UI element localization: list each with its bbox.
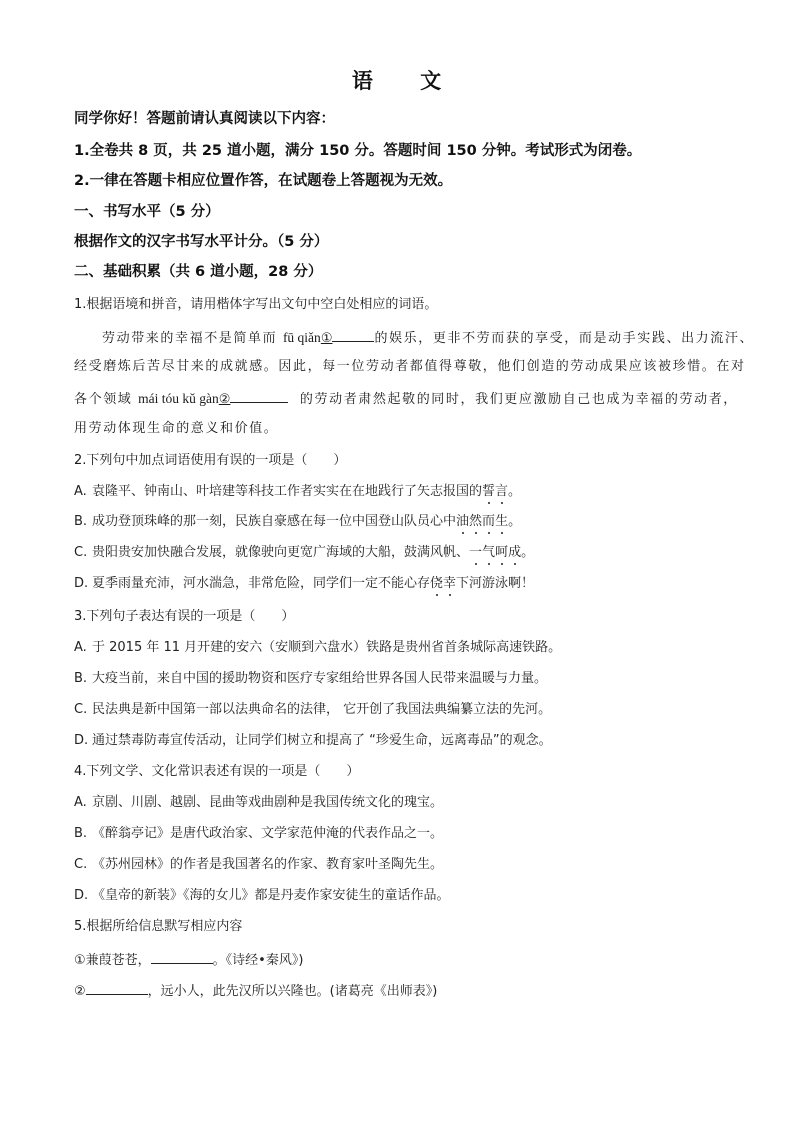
q1-line1-post: 的娱乐，更非不劳而获的享受，而是动手实践、出力流汗、 (374, 331, 755, 346)
q3-option-d[interactable] (74, 731, 552, 751)
dotted-word: 油然而生 (456, 514, 509, 529)
q1-line1-pre: 劳动带来的幸福不是简单而 (102, 331, 278, 346)
page-title: 语 文 (351, 69, 462, 93)
option-text: 《苏州园林》的作者是我国著名的作家、教育家叶圣陶先生。 (92, 857, 444, 872)
q1-answer-blank-2[interactable] (230, 388, 288, 403)
q5-answer-blank-1[interactable] (151, 949, 213, 964)
q3-option-a[interactable] (74, 638, 561, 658)
section-2-heading: 二、基础积累（共 6 道小题，28 分） (74, 264, 323, 280)
q5-answer-blank-2[interactable] (86, 980, 148, 995)
section-1-heading: 一、书写水平（5 分） (74, 204, 220, 220)
q5-item1-post: 。《诗经•秦风》) (212, 953, 304, 968)
q1-passage-line-4: 用劳动体现生命的意义和价值。 (74, 421, 279, 436)
q1-line3-post: 的劳动者肃然起敬的同时，我们更应激励自己也成为幸福的劳动者， (299, 392, 738, 407)
q4-stem: 4.下列文学、文化常识表述有误的一项是（ ） (74, 764, 360, 779)
q3-option-b[interactable] (74, 669, 547, 689)
option-text-end: 。 (508, 484, 522, 499)
option-letter: A. (74, 795, 87, 810)
option-letter: B. (74, 514, 88, 529)
option-letter: B. (74, 826, 88, 841)
q3-option-c[interactable] (74, 700, 551, 720)
option-text: 贵阳贵安加快融合发展，就像驶向更宽广海域的大船，鼓满风帆、 (92, 545, 470, 560)
option-text-end: 。 (521, 545, 535, 560)
q4-option-b[interactable] (74, 824, 443, 844)
option-text: 《皇帝的新装》《海的女儿》都是丹麦作家安徒生的童话作品。 (92, 888, 450, 903)
option-text: 京剧、川剧、越剧、昆曲等戏曲剧种是我国传统文化的瑰宝。 (92, 795, 444, 810)
q2-option-a[interactable] (74, 482, 521, 502)
option-letter: C. (74, 857, 88, 872)
q1-blank-marker-2: ② (218, 392, 231, 407)
option-text-end: 下河游泳啊！ (456, 576, 535, 591)
q4-option-d[interactable] (74, 886, 450, 906)
q1-pinyin-1: fū qiǎn (282, 330, 321, 345)
q5-item1-pre: ①兼葭苍苍， (74, 953, 151, 968)
q5-item2-post: ，远小人，此先汉所以兴隆也。(诸葛亮《出师表》) (147, 984, 438, 999)
option-letter: D. (74, 576, 89, 591)
option-text: 大疫当前，来自中国的援助物资和医疗专家组给世界各国人民带来温暖与力量。 (92, 671, 548, 686)
q1-blank-marker-1: ① (320, 331, 333, 346)
q1-passage-line-3 (74, 388, 738, 408)
q5-item-1 (74, 949, 303, 969)
option-letter: D. (74, 733, 89, 748)
q5-stem: 5.根据所给信息默写相应内容 (74, 919, 243, 934)
option-text: 成功登顶珠峰的那一刻，民族自豪感在每一位中国登山队员心中 (92, 514, 457, 529)
option-text: 于 2015 年 11 月开建的安六（安顺到六盘水）铁路是贵州省首条城际高速铁路。 (92, 640, 562, 655)
q1-stem: 1.根据语境和拼音，请用楷体字写出文句中空白处相应的词语。 (74, 297, 438, 312)
q4-option-a[interactable] (74, 793, 443, 813)
instructions-item-2: 2.一律在答题卡相应位置作答，在试题卷上答题视为无效。 (74, 173, 453, 189)
q5-item-2 (74, 980, 437, 1000)
instructions-greeting: 同学你好！答题前请认真阅读以下内容： (74, 111, 335, 127)
option-text-end: 。 (508, 514, 522, 529)
option-text: 《醉翁亭记》是唐代政治家、文学家范仲淹的代表作品之一。 (92, 826, 444, 841)
option-letter: A. (74, 640, 87, 655)
q1-passage-line-2: 经受磨炼后苦尽甘来的成就感。因此，每一位劳动者都值得尊敬，他们创造的劳动成果应该被珍惜。在对 (74, 359, 746, 374)
section-1-description: 根据作文的汉字书写水平计分。（5 分） (74, 234, 329, 250)
dotted-word: 誓言 (482, 484, 509, 499)
dotted-word: 侥幸 (430, 576, 457, 591)
option-letter: C. (74, 702, 88, 717)
option-text: 通过禁毒防毒宣传活动，让同学们树立和提高了 “珍爱生命，远离毒品”的观念。 (92, 733, 552, 748)
option-text: 民法典是新中国第一部以法典命名的法律， 它开创了我国法典编纂立法的先河。 (92, 702, 552, 717)
option-letter: B. (74, 671, 88, 686)
q1-pinyin-2: mái tóu kǔ gàn (138, 391, 219, 406)
q3-stem: 3.下列句子表达有误的一项是（ ） (74, 609, 295, 624)
q1-passage-line-1 (102, 327, 754, 347)
q5-item2-pre: ② (74, 984, 86, 999)
option-letter: A. (74, 484, 87, 499)
q1-answer-blank-1[interactable] (332, 327, 374, 342)
option-text: 夏季雨量充沛，河水湍急，非常危险，同学们一定不能心存 (92, 576, 431, 591)
option-letter: D. (74, 888, 89, 903)
q2-option-d[interactable] (74, 574, 534, 594)
option-text: 袁隆平、钟南山、叶培建等科技工作者实实在在地践行了矢志报国的 (92, 484, 483, 499)
q2-stem: 2.下列句中加点词语使用有误的一项是（ ） (74, 453, 347, 468)
instructions-item-1: 1.全卷共 8 页，共 25 道小题，满分 150 分。答题时间 150 分钟。考试形式为闭卷。 (74, 143, 642, 159)
option-letter: C. (74, 545, 88, 560)
q2-option-b[interactable] (74, 512, 521, 532)
dotted-word: 一气呵成 (469, 545, 522, 560)
q4-option-c[interactable] (74, 855, 443, 875)
q1-line3-pre: 各个领域 (74, 392, 133, 407)
q2-option-c[interactable] (74, 543, 534, 563)
